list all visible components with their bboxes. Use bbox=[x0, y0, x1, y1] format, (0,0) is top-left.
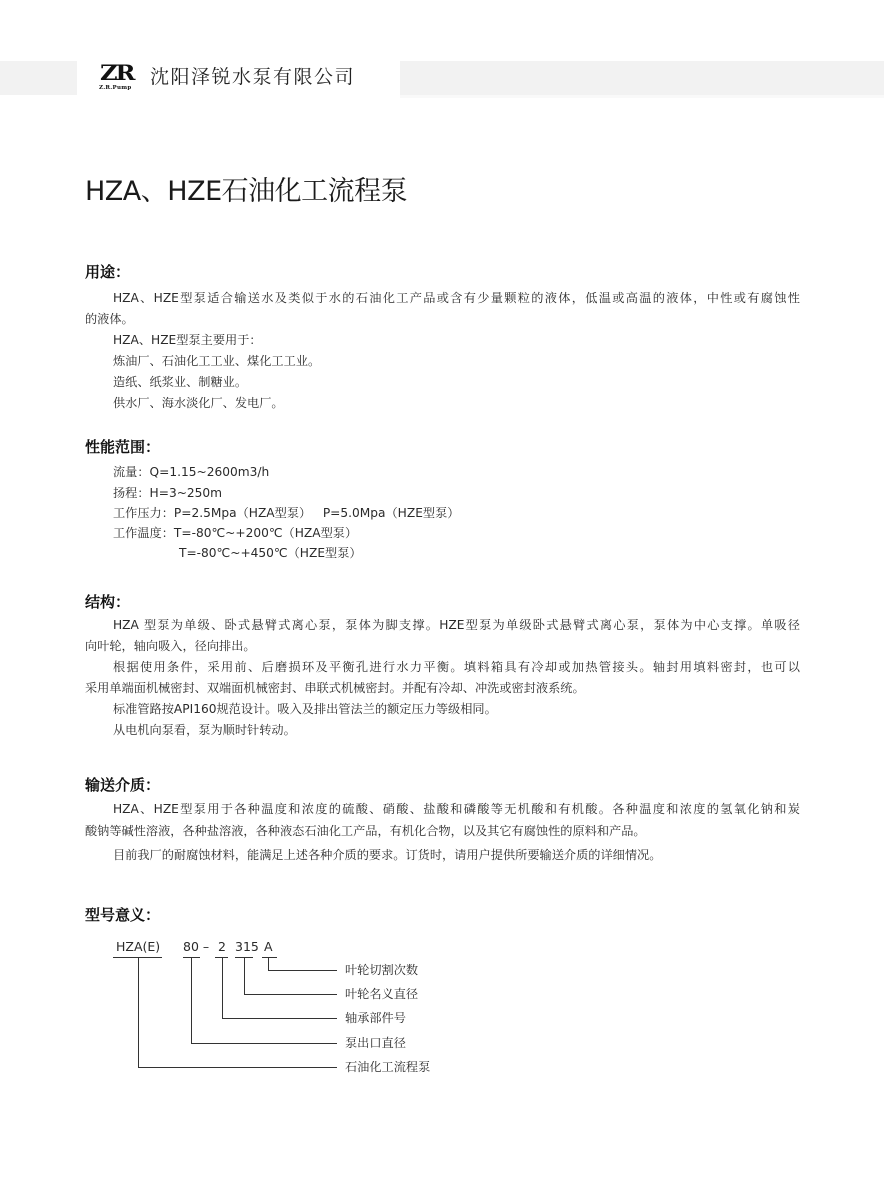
media-line: 酸钠等碱性溶液，各种盐溶液，各种液态石油化工产品，有机化合物，以及其它有腐蚀性的原料和产品。 bbox=[85, 824, 646, 838]
structure-line: 从电机向泵看，泵为顺时针转动。 bbox=[113, 723, 296, 737]
structure-line: 根据使用条件，采用前、后磨损环及平衡孔进行水力平衡。填料箱具有冷却或加热管接头。轴封用填料密封，也可以 bbox=[113, 660, 800, 674]
performance-line: 流量：Q=1.15~2600m3/h bbox=[113, 465, 270, 479]
code-series: HZA(E) bbox=[116, 939, 161, 954]
connector-80 bbox=[192, 958, 338, 1044]
usage-line: 供水厂、海水淡化厂、发电厂。 bbox=[113, 396, 284, 410]
code-bearing: 2 bbox=[218, 939, 226, 954]
section-heading-usage: 用途： bbox=[85, 263, 131, 281]
performance-line: 扬程：H=3~250m bbox=[113, 486, 223, 500]
company-logo bbox=[99, 62, 139, 96]
usage-line: 炼油厂、石油化工工业、煤化工工业。 bbox=[113, 354, 321, 368]
label-series: 石油化工流程泵 bbox=[345, 1060, 431, 1074]
label-bearing: 轴承部件号 bbox=[345, 1011, 406, 1025]
document-title: HZA、HZE石油化工流程泵 bbox=[85, 176, 408, 207]
section-heading-media: 输送介质： bbox=[85, 776, 161, 794]
connector-2 bbox=[223, 958, 338, 1019]
section-heading-model: 型号意义： bbox=[85, 906, 161, 924]
label-trim: 叶轮切割次数 bbox=[345, 963, 419, 977]
section-heading-performance: 性能范围： bbox=[85, 438, 161, 456]
logo-subtitle: Z.R.Pump bbox=[99, 85, 132, 91]
usage-line: 的液体。 bbox=[85, 312, 134, 326]
header-band-right bbox=[400, 61, 884, 95]
company-name: 沈阳泽锐水泵有限公司 bbox=[150, 66, 356, 88]
usage-line: HZA、HZE型泵主要用于： bbox=[113, 333, 262, 347]
structure-line: 标准管路按API160规范设计。吸入及排出管法兰的额定压力等级相同。 bbox=[113, 702, 497, 716]
logo-mark: ZR bbox=[100, 60, 134, 85]
connector-315 bbox=[245, 958, 338, 995]
performance-line: 工作压力：P=2.5Mpa（HZA型泵） P=5.0Mpa（HZE型泵） bbox=[113, 506, 460, 520]
header-band-left bbox=[0, 61, 77, 95]
media-line: 目前我厂的耐腐蚀材料，能满足上述各种介质的要求。订货时，请用户提供所要输送介质的详细情况。 bbox=[113, 848, 662, 862]
usage-line: 造纸、纸浆业、制糖业。 bbox=[113, 375, 248, 389]
label-impeller-diameter: 叶轮名义直径 bbox=[345, 987, 419, 1001]
usage-line: HZA、HZE型泵适合输送水及类似于水的石油化工产品或含有少量颗粒的液体，低温或高温的液体，中性或有腐蚀性 bbox=[113, 291, 800, 305]
label-outlet-diameter: 泵出口直径 bbox=[345, 1036, 406, 1050]
connector-hza bbox=[139, 958, 338, 1068]
connector-a bbox=[269, 958, 338, 971]
performance-line: T=-80℃~+450℃（HZE型泵） bbox=[179, 546, 362, 560]
code-outlet-diameter: 80 – bbox=[183, 939, 210, 954]
structure-line: 向叶轮，轴向吸入，径向排出。 bbox=[85, 639, 256, 653]
media-line: HZA、HZE型泵用于各种温度和浓度的硫酸、硝酸、盐酸和磷酸等无机酸和有机酸。各种温度和浓度的氢氧化钠和炭 bbox=[113, 802, 800, 816]
code-impeller-diameter: 315 bbox=[235, 939, 259, 954]
code-trim: A bbox=[264, 939, 273, 954]
structure-line: 采用单端面机械密封、双端面机械密封、串联式机械密封。并配有冷却、冲洗或密封液系统。 bbox=[85, 681, 585, 695]
section-heading-structure: 结构： bbox=[85, 593, 131, 611]
structure-line: HZA 型泵为单级、卧式悬臂式离心泵，泵体为脚支撑。HZE型泵为单级卧式悬臂式离心泵，泵体为中心支撑。单吸径 bbox=[113, 618, 800, 632]
performance-line: 工作温度：T=-80℃~+200℃（HZA型泵） bbox=[113, 526, 358, 540]
